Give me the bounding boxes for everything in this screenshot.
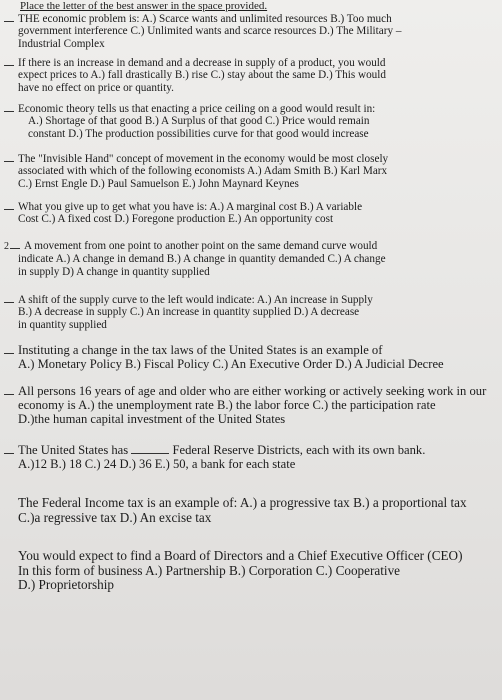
question-text: C.) Ernst Engle D.) Paul Samuelson E.) John Maynard Keynes: [18, 177, 299, 190]
answer-blank[interactable]: [4, 56, 14, 66]
question-text: B.) A decrease in supply C.) An increase in quantity supplied D.) A decrease: [18, 306, 360, 319]
question-12: [4, 549, 496, 593]
question-text: Federal Reserve Districts, each with its own bank.: [172, 443, 426, 457]
question-5: [4, 200, 496, 226]
question-text: A.) Shortage of that good B.) A Surplus of that good C.) Price would remain: [28, 115, 370, 128]
answer-blank[interactable]: [4, 200, 14, 210]
question-7: [4, 293, 496, 331]
question-text: economy is A.) the unemployment rate B.) the labor force C.) the participation rate: [18, 398, 436, 412]
question-6: [4, 239, 496, 278]
question-11: [4, 496, 496, 525]
question-text: Industrial Complex: [18, 37, 105, 50]
question-text: A.)12 B.) 18 C.) 24 D.) 36 E.) 50, a bank for each state: [18, 457, 296, 471]
question-text: D.) Proprietorship: [18, 577, 114, 593]
question-text: expect prices to A.) fall drastically B.) rise C.) stay about the same D.) This would: [18, 69, 386, 82]
question-text: THE economic problem is: A.) Scarce wants and unlimited resources B.) Too much: [18, 13, 392, 25]
question-2: [4, 56, 496, 94]
question-text: D.)the human capital investment of the United States: [18, 412, 286, 426]
answer-blank[interactable]: [10, 239, 20, 249]
question-text: in supply D) A change in quantity supplied: [18, 265, 210, 278]
question-number: 2: [4, 241, 9, 252]
answer-blank[interactable]: [4, 344, 14, 354]
fill-in-blank[interactable]: [131, 444, 169, 454]
question-text: What you give up to get what you have is: A.) A marginal cost B.) A variable: [18, 201, 363, 213]
answer-blank[interactable]: [4, 152, 14, 162]
answer-blank[interactable]: [4, 385, 14, 395]
question-text: government interference C.) Unlimited wants and scarce resources D.) The Military –: [18, 25, 402, 38]
question-text: associated with which of the following economists A.) Adam Smith B.) Karl Marx: [18, 165, 388, 178]
question-text: A shift of the supply curve to the left would indicate: A.) An increase in Supply: [18, 294, 373, 306]
answer-blank[interactable]: [4, 12, 14, 22]
answer-blank[interactable]: [4, 444, 14, 454]
question-text: C.)a regressive tax D.) An excise tax: [18, 509, 212, 525]
question-text: You would expect to find a Board of Directors and a Chief Executive Officer (CEO): [18, 548, 463, 563]
question-text: A movement from one point to another point on the same demand curve would: [24, 240, 378, 252]
question-text: Instituting a change in the tax laws of the United States is an example of: [18, 343, 383, 357]
question-text: constant D.) The production possibilities curve for that good would increase: [28, 127, 369, 140]
question-text: have no effect on price or quantity.: [18, 81, 174, 94]
question-text: If there is an increase in demand and a decrease in supply of a product, you would: [18, 57, 386, 69]
question-text: in quantity supplied: [18, 318, 107, 331]
question-1: [4, 12, 496, 50]
question-text: A.) Monetary Policy B.) Fiscal Policy C.) An Executive Order D.) A Judicial Decree: [18, 357, 444, 371]
answer-blank[interactable]: [4, 102, 14, 112]
question-text: Economic theory tells us that enacting a price ceiling on a good would result in:: [18, 103, 376, 115]
question-10: [4, 443, 496, 471]
question-4: [4, 152, 496, 190]
instructions: Place the letter of the best answer in the space provided.: [20, 0, 268, 12]
question-text: indicate A.) A change in demand B.) A change in quantity demanded C.) A change: [18, 253, 386, 266]
question-text: The Federal Income tax is an example of: A.) a progressive tax B.) a proportional tax: [18, 495, 467, 510]
question-text: The "Invisible Hand" concept of movement in the economy would be most closely: [18, 153, 389, 165]
question-text: The United States has: [18, 443, 129, 457]
question-9: [4, 384, 496, 426]
question-text: In this form of business A.) Partnership B.) Corporation C.) Cooperative: [18, 562, 401, 578]
question-text: All persons 16 years of age and older who are either working or actively seeking work in our: [18, 384, 487, 398]
question-text: Cost C.) A fixed cost D.) Foregone production E.) An opportunity cost: [18, 213, 334, 226]
question-8: [4, 343, 496, 371]
question-3: [4, 102, 496, 140]
answer-blank[interactable]: [4, 293, 14, 303]
